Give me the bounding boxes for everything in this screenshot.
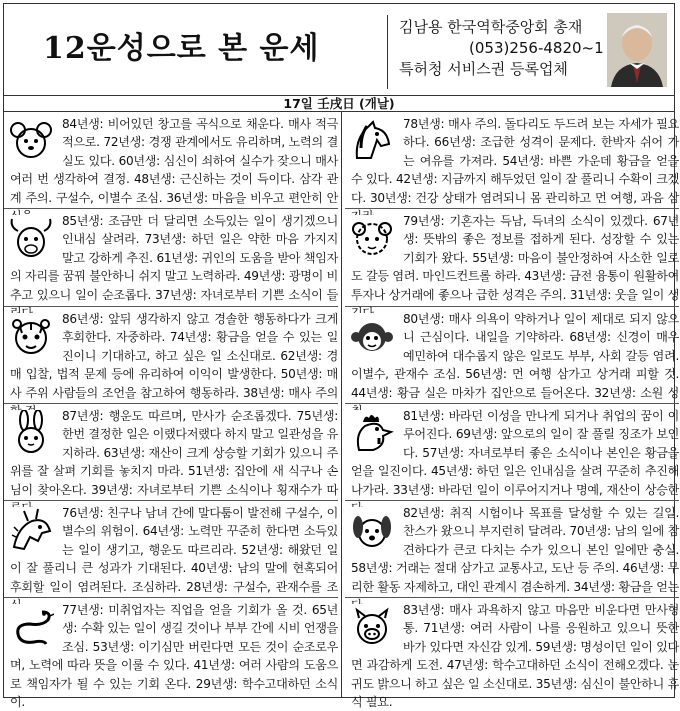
fortune-text: 76년생: 친구나 남녀 간에 말다툼이 발전해 구설수, 이별수의 위험이. 64년생: 노력만 꾸준히 한다면 소득있는 일이 생기고, 행운도 따르리라. 52년생: 해왔던 일이 잘 풀리니 큰 성과가 기대된다. 40년생: 남의 말에 현혹되어 후회할 일이 염려된다. 조심하라. 28년생: 구설수, 관재수를 조 (10, 506, 338, 594)
fortune-entry (345, 598, 679, 710)
fortune-text: 82년생: 취직 시험이나 목표를 달성할 수 있는 길일. 찬스가 왔으니 부지런히 달려라. 70년생: 남의 일에 참견하다가 큰코 다치는 수가 있으니 본인 일에만 충실. 58년생: 거래는 절대 삼가고 교통사고, 도난 등 주의. 46년생: 무리한 활동 자제하고, 대인 관계시 겸손하게. 34년생: 황금을 얻는 (351, 506, 679, 594)
header (3, 3, 675, 95)
date-line: 17일 壬戌日 (개날) (3, 95, 675, 112)
fortune-entry (345, 501, 679, 598)
fortune-text: 79년생: 기혼자는 득남, 득녀의 소식이 있겠다. 67년생: 뜻밖의 좋은 정보를 접하게 된다. 성장할 수 있는 기회가 왔다. 55년생: 마음이 불안정하여 사소한 일로도 갈등 염려. 마인드컨트롤 하라. 43년생: 금전 융통이 원활하여 투자나 상거래에 좋으나 급한 성격은 주의. 31년생: 웃을 일이 생 (351, 214, 679, 302)
fortune-text: 87년생: 행운도 따르며, 만사가 순조롭겠다. 75년생: 한번 결정한 일은 이랬다저랬다 하지 말고 일관성을 유지하라. 63년생: 재산이 크게 상승할 기회가 있으니 주위를 잘 살펴 기회를 놓치지 마라. 51년생: 집안에 새 식구나 손님이 찾아온다. 39년생: 자녀로부터 기쁜 소식이나 횡재수가 따 (10, 409, 338, 497)
fortune-entry (4, 598, 338, 710)
fortune-entry (4, 404, 338, 501)
author-name: 김남용 한국역학중앙회 총재 (399, 18, 583, 36)
page-title: 12운성으로 본 운세 (43, 31, 320, 66)
fortune-text: 85년생: 조금만 더 달리면 소득있는 일이 생기겠으니 인내심 살려라. 73년생: 하던 일은 약한 마음 가지지 말고 강하게 추진. 61년생: 귀인의 도움을 받아 책임자의 자리를 꿈꿔 불안하니 쉬지 말고 노력하라. 49년생: 광명이 비추고 있으니 일이 순조롭다. 37년생: 자녀로부터 기쁜 소식이 들 (10, 214, 338, 302)
fortune-text: 81년생: 바라던 이성을 만나게 되거나 취업의 꿈이 이루어진다. 69년생: 앞으로의 일이 잘 풀릴 징조가 보인다. 57년생: 자녀로부터 좋은 소식이나 본인은 황금을 얻을 일진이다. 45년생: 하던 일은 인내심을 살려 꾸준히 추진해 나가라. 33년생: 바라던 일이 이루어지거나 명예, 재산이 상승한 (351, 409, 679, 497)
fortune-text: 78년생: 매사 주의. 돌다리도 두드려 보는 자세가 필요하다. 66년생: 조급한 성격이 문제다. 한박자 쉬어 가는 여유를 가져라. 54년생: 바쁜 가운데 황금을 얻을 수 있다. 42년생: 지금까지 해두었던 일이 잘 풀리니 수확이 크겠다. 30년생: 건강 상태가 염려되니 몸 관리하고 먼 여행, 과음 삼 (351, 117, 679, 205)
author-registration: 특허청 서비스권 등록업체 (399, 60, 568, 78)
author-photo (607, 13, 667, 87)
fortune-text: 84년생: 비어있던 창고를 곡식으로 채운다. 매사 적극적으로. 72년생: 경쟁 관계에서도 유리하며, 노력의 결실도 있다. 60년생: 심신이 쇠하여 실수가 잦으니 매사 여러 번 생각하여 결정. 48년생: 근신하는 것이 득이다. 삼각 관계 주의. 구설수, 이별수 조심. 36년생: 마음을 비우고 편안히 안 (10, 117, 338, 205)
fortune-text: 77년생: 미취업자는 직업을 얻을 기회가 올 것. 65년생: 수확 있는 일이 생길 것이나 부부 간에 시비 언쟁을 조심. 53년생: 이기심만 버린다면 모든 것이 순조로우며, 노력에 따라 뜻을 이룰 수 있다. 41년생: 여러 사람의 도움으로 책임자가 될 수 있는 기회 온다. 29년생: 학수고대하던 소식이. (10, 603, 338, 710)
fortune-entry (345, 209, 679, 307)
fortune-text: 80년생: 매사 의욕이 약하거나 일이 제대로 되지 않으니 근심이다. 내일을 기약하라. 68년생: 신경이 매우 예민하여 대수롭지 않은 일로도 부부, 사회 갈등 염려. 이별수, 관재수 조심. 56년생: 먼 여행 삼가고 상거래 피할 것. 44년생: 황금 실은 마차가 집안으로 들어온다. 32년생: 소원 성 (351, 312, 679, 400)
fortune-entry (345, 404, 679, 501)
fortune-entry (345, 112, 679, 209)
fortune-entry (4, 307, 338, 404)
fortune-entry (4, 209, 338, 307)
author-info (399, 17, 604, 80)
fortune-text: 83년생: 매사 과욕하지 않고 마음만 비운다면 만사형통. 71년생: 여러 사람이 나를 응원하고 있으니 뜻한 바가 있다면 자신감 있게. 59년생: 명성이던 일이 있다면 과감하게 도전. 47년생: 학수고대하던 소식이 전해오겠다. 눈귀도 밝으니 하고 싶은 일 소신대로. 35년생: 심신이 불안하니 휴식 필요. (351, 603, 679, 710)
column-divider (341, 112, 342, 698)
author-phone: (053)256-4820~1 (469, 39, 604, 57)
fortune-entry (4, 501, 338, 598)
fortune-entry (345, 307, 679, 404)
fortune-entry (4, 112, 338, 209)
fortune-text: 86년생: 앞뒤 생각하지 않고 경솔한 행동하다가 크게 후회한다. 자중하라. 74년생: 황금을 얻을 수 있는 일 진이니 기대하고, 하고 싶은 일 소신대로. 62년생: 경매 입찰, 법적 문제 등에 유리하여 이익이 발생한다. 50년생: 매사 주위 사람들의 조언을 참고하여 행동하라. 38년생: 매사 주의 (10, 312, 338, 400)
header-divider (387, 15, 388, 89)
